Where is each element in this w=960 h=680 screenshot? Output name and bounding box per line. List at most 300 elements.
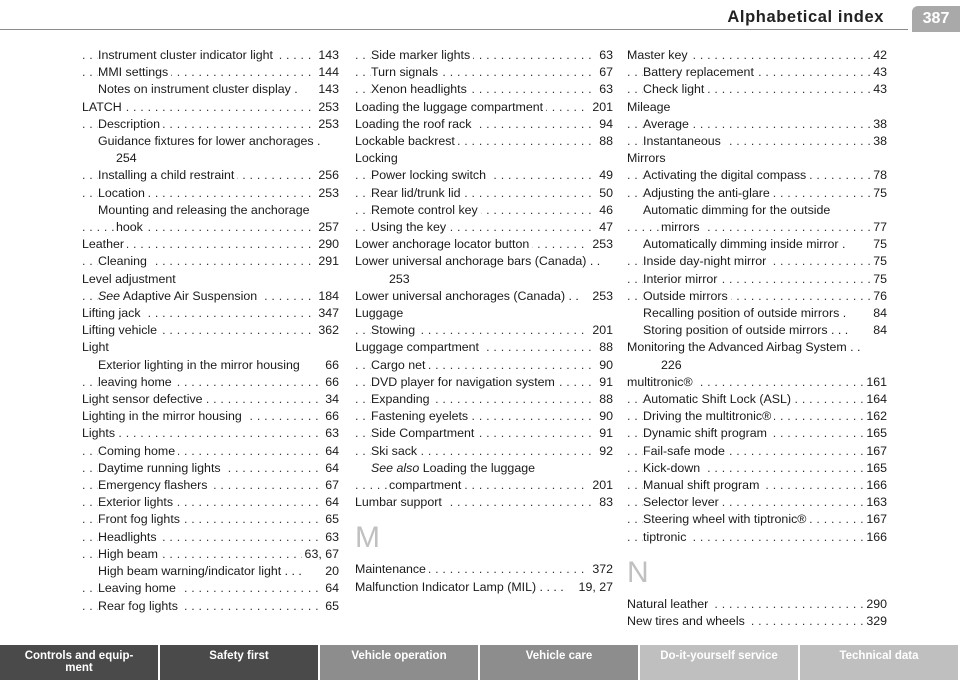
index-page-ref[interactable]: 88 (596, 339, 613, 356)
index-entry-label (643, 530, 689, 544)
index-entry-text: Luggage (355, 306, 404, 321)
index-entry-label (98, 82, 298, 96)
index-entry[interactable] (82, 460, 339, 477)
index-entry[interactable] (627, 99, 887, 116)
index-entry[interactable] (82, 202, 339, 219)
index-entry-text: Average (643, 116, 689, 131)
index-page-ref[interactable]: 67 (596, 64, 613, 81)
index-entry[interactable] (627, 305, 887, 322)
index-entry[interactable] (627, 47, 887, 64)
index-page-ref[interactable]: 165 (863, 460, 887, 477)
index-page-ref[interactable]: 257 (315, 219, 339, 236)
section-letter: N (627, 555, 649, 589)
index-entry-label (98, 186, 148, 200)
index-page-ref[interactable]: 88 (596, 133, 613, 150)
index-entry-text: Lumbar support (355, 495, 442, 510)
index-entry-label (371, 65, 441, 79)
index-page-ref[interactable]: 75 (870, 253, 887, 270)
footer-tab[interactable] (640, 645, 800, 680)
index-entry[interactable] (82, 271, 339, 288)
index-entry[interactable] (627, 253, 887, 270)
index-entry-label (643, 65, 757, 79)
index-entry[interactable] (355, 271, 613, 288)
index-entry-text: Outside mirrors (643, 288, 728, 303)
index-entry-label (643, 254, 769, 268)
index-entry-label (98, 254, 150, 268)
index-entry[interactable] (627, 477, 887, 494)
index-entry-text: MMI settings (98, 65, 169, 80)
index-entry[interactable] (627, 64, 887, 81)
page-header (0, 0, 960, 34)
index-entry-text: Storing position of outside mirrors . . . (643, 323, 849, 338)
index-page-ref[interactable]: 253 (589, 236, 613, 253)
index-page-ref[interactable]: 201 (589, 322, 613, 339)
footer-tab-label: Vehicle care (525, 650, 593, 662)
see-reference-prefix: See (98, 288, 121, 303)
index-entry[interactable] (82, 529, 339, 546)
index-entry[interactable] (355, 357, 613, 374)
index-entry[interactable] (82, 408, 339, 425)
index-entry[interactable] (627, 167, 887, 184)
index-entry-text: High beam warning/indicator light . . . (98, 564, 302, 579)
footer-tab-label: Safety first (209, 650, 269, 662)
index-entry-label (643, 203, 830, 217)
index-entry-label (371, 168, 489, 182)
index-entry[interactable] (627, 81, 887, 98)
index-entry-label (98, 495, 176, 509)
index-entry-text: Rear lid/trunk lid (371, 185, 461, 200)
index-page-ref[interactable]: 38 (870, 133, 887, 150)
index-entry-text: Manual shift program (643, 478, 760, 493)
index-page-ref[interactable]: 167 (863, 511, 887, 528)
index-entry[interactable] (355, 477, 613, 494)
index-entry[interactable] (82, 81, 339, 98)
index-entry-text: Cleaning (98, 254, 147, 269)
index-page-ref[interactable]: 43 (870, 64, 887, 81)
index-entry[interactable] (82, 339, 339, 356)
index-entry[interactable] (355, 236, 613, 253)
index-entry[interactable] (627, 596, 887, 613)
index-entry-text: hook (116, 220, 143, 235)
index-page-ref[interactable]: 50 (596, 185, 613, 202)
index-page-ref[interactable]: 372 (589, 561, 613, 578)
index-entry-label (643, 272, 720, 286)
index-entry-text: Lifting jack (82, 306, 141, 321)
index-page-ref[interactable]: 77 (870, 219, 887, 236)
index-entry-text: compartment (389, 478, 462, 493)
index-entry-label (355, 580, 564, 594)
index-entry[interactable] (627, 443, 887, 460)
index-page-ref[interactable]: 47 (596, 219, 613, 236)
index-entry-label (643, 426, 770, 440)
index-entry[interactable] (82, 99, 339, 116)
index-entry[interactable] (627, 133, 887, 150)
index-entry-text: Monitoring the Advanced Airbag System . . (627, 340, 861, 355)
index-entry-label (355, 237, 532, 251)
index-entry-label (371, 409, 471, 423)
index-page-ref[interactable]: 347 (315, 305, 339, 322)
index-page-ref[interactable]: 184 (315, 288, 339, 305)
index-entry-label (389, 272, 410, 286)
index-page-ref[interactable]: 63 (596, 81, 613, 98)
index-page-ref[interactable]: 64 (322, 494, 339, 511)
index-entry[interactable] (355, 288, 613, 305)
index-page-ref[interactable]: 84 (870, 322, 887, 339)
index-page-ref[interactable]: 63 (322, 529, 339, 546)
index-entry[interactable] (82, 322, 339, 339)
footer-tab[interactable] (480, 645, 640, 680)
index-page-ref[interactable]: 253 (589, 288, 613, 305)
footer-tab[interactable] (160, 645, 320, 680)
index-entry-text: Xenon headlights (371, 82, 467, 97)
index-entry[interactable] (355, 167, 613, 184)
index-entry-label (98, 478, 211, 492)
index-entry-text: tiptronic (643, 529, 687, 544)
index-entry[interactable] (355, 305, 613, 322)
index-entry[interactable] (82, 546, 339, 563)
index-page-ref[interactable]: 19, 27 (576, 579, 613, 596)
index-entry[interactable] (355, 219, 613, 236)
index-entry-label (98, 168, 237, 182)
index-page-ref[interactable]: 329 (863, 613, 887, 630)
index-entry-text: Instrument cluster indicator light (98, 48, 273, 62)
index-entry-label (643, 82, 707, 96)
index-entry-label (389, 478, 464, 492)
index-entry[interactable] (82, 494, 339, 511)
index-entry-text: Exterior lighting in the mirror housing (98, 357, 300, 372)
index-entry[interactable] (627, 322, 887, 339)
index-entry[interactable] (82, 391, 339, 408)
index-entry-label (355, 495, 445, 509)
index-entry-label (643, 134, 724, 148)
index-entry[interactable] (627, 408, 887, 425)
index-entry-label (98, 547, 161, 561)
index-entry[interactable] (82, 219, 339, 236)
index-entry-label (643, 306, 846, 320)
index-entry[interactable] (355, 561, 613, 578)
index-entry-label (371, 323, 418, 337)
index-entry-label (355, 134, 458, 148)
index-page-ref[interactable]: 94 (596, 116, 613, 133)
index-entry[interactable] (627, 460, 887, 477)
index-entry-label (643, 478, 762, 492)
index-page-ref[interactable]: 91 (596, 425, 613, 442)
index-entry-text: Front fog lights (98, 512, 180, 527)
index-entry-label (98, 581, 179, 595)
index-entry[interactable] (627, 202, 887, 219)
index-page-ref[interactable]: 88 (596, 391, 613, 408)
index-entry-text: Installing a child restraint (98, 168, 235, 183)
index-entry-text: Emergency flashers (98, 478, 208, 493)
index-entry-label (355, 254, 600, 268)
index-entry[interactable] (82, 133, 339, 150)
index-entry[interactable] (82, 150, 339, 167)
index-entry-text: Mounting and releasing the anchorage (98, 202, 310, 217)
index-page-ref[interactable]: 75 (870, 185, 887, 202)
index-entry[interactable] (627, 150, 887, 167)
index-entry-text: Loading the roof rack (355, 116, 472, 131)
index-entry-text: Automatically dimming inside mirror . (643, 237, 846, 252)
index-entry-label (371, 186, 464, 200)
footer-tab[interactable] (800, 645, 960, 680)
index-entry-label (116, 151, 137, 165)
index-page-ref[interactable]: 90 (596, 357, 613, 374)
index-page-ref[interactable]: 253 (315, 116, 339, 133)
index-page-ref[interactable]: 75 (870, 271, 887, 288)
index-entry[interactable] (82, 357, 339, 374)
index-entry-text: Natural leather (627, 596, 709, 611)
index-entry-label (371, 444, 420, 458)
index-entry-text: Fastening eyelets (371, 409, 469, 424)
index-page-ref[interactable]: 90 (596, 408, 613, 425)
index-entry[interactable] (355, 202, 613, 219)
index-page-ref[interactable]: 63 (596, 47, 613, 64)
index-entry[interactable] (627, 219, 887, 236)
index-entry[interactable] (627, 339, 887, 356)
index-entry-text: Adjusting the anti-glare (643, 185, 770, 200)
index-entry[interactable] (627, 511, 887, 528)
index-entry[interactable] (82, 47, 339, 64)
index-entry-label (643, 186, 773, 200)
index-entry-text: Locking (355, 151, 398, 166)
footer-tab[interactable] (0, 645, 160, 680)
index-column-1 (82, 47, 339, 615)
index-page-ref[interactable]: 143 (315, 47, 339, 64)
index-entry[interactable] (355, 47, 613, 64)
index-entry[interactable] (82, 425, 339, 442)
index-entry[interactable] (355, 322, 613, 339)
index-entry-label (355, 151, 398, 165)
index-entry[interactable] (355, 339, 613, 356)
index-entry-label (98, 375, 175, 389)
index-entry-label (627, 597, 711, 611)
index-entry[interactable] (82, 563, 339, 580)
index-entry[interactable] (82, 305, 339, 322)
index-entry-text: 253 (389, 271, 410, 286)
index-entry[interactable] (355, 425, 613, 442)
index-page-ref[interactable]: 34 (322, 391, 339, 408)
index-entry-label (82, 340, 109, 354)
index-entry[interactable] (82, 443, 339, 460)
index-page-ref[interactable]: 167 (863, 443, 887, 460)
index-entry-text: Lower universal anchorages (Canada) . . (355, 288, 579, 303)
index-page-ref[interactable]: 84 (870, 305, 887, 322)
index-entry[interactable] (355, 133, 613, 150)
index-page-ref[interactable]: 166 (863, 529, 887, 546)
index-entry-text: Leather (82, 237, 125, 252)
index-page-ref[interactable]: 64 (322, 580, 339, 597)
index-entry-label (98, 203, 309, 217)
index-page-ref[interactable]: 83 (596, 494, 613, 511)
index-entry-text: Adaptive Air Suspension (122, 288, 258, 303)
index-page-ref[interactable]: 164 (863, 391, 887, 408)
index-entry-text: Side Compartment (371, 426, 475, 441)
index-entry-text: Automatic dimming for the outside (643, 202, 831, 217)
index-entry[interactable] (82, 477, 339, 494)
index-entry[interactable] (355, 391, 613, 408)
index-entry[interactable] (355, 408, 613, 425)
index-page-ref[interactable]: 253 (315, 185, 339, 202)
index-page-ref[interactable]: 46 (596, 202, 613, 219)
index-page-ref[interactable]: 143 (315, 81, 339, 98)
index-entry[interactable] (82, 253, 339, 270)
index-entry-text: LATCH (82, 99, 122, 114)
index-entry-label (98, 444, 178, 458)
index-entry-label (98, 599, 181, 613)
index-entry[interactable] (82, 288, 339, 305)
index-entry[interactable] (355, 460, 613, 477)
index-entry[interactable] (627, 425, 887, 442)
index-entry-label (116, 220, 146, 234)
index-entry[interactable] (355, 81, 613, 98)
index-entry-text: Lockable backrest (355, 134, 455, 149)
footer-tab[interactable] (320, 645, 480, 680)
index-page-ref[interactable]: 75 (870, 236, 887, 253)
index-page-ref[interactable]: 38 (870, 116, 887, 133)
index-page-ref[interactable]: 63 (322, 425, 339, 442)
index-entry[interactable] (355, 579, 613, 596)
index-page-ref[interactable]: 144 (315, 64, 339, 81)
index-entry[interactable] (82, 374, 339, 391)
index-entry[interactable] (82, 511, 339, 528)
index-entry[interactable] (627, 494, 887, 511)
index-entry-text: Lower universal anchorage bars (Canada) . . (355, 254, 601, 269)
index-entry-text: Using the key (371, 220, 447, 235)
index-entry[interactable] (355, 64, 613, 81)
index-page-ref[interactable]: 63, 67 (302, 546, 339, 563)
index-entry-label (82, 237, 127, 251)
index-page-ref[interactable]: 76 (870, 288, 887, 305)
index-entry-text: Exterior lights (98, 495, 174, 510)
index-entry-text: Light sensor defective (82, 392, 203, 407)
index-page-ref[interactable]: 67 (322, 477, 339, 494)
index-page-ref[interactable]: 64 (322, 460, 339, 477)
index-entry-text: Luggage compartment (355, 340, 479, 355)
index-entry[interactable] (82, 236, 339, 253)
index-entry-text: Battery replacement (643, 65, 754, 80)
index-entry[interactable] (627, 116, 887, 133)
index-page-ref[interactable]: 65 (322, 511, 339, 528)
index-page-ref[interactable]: 165 (863, 425, 887, 442)
index-entry[interactable] (82, 185, 339, 202)
index-entry-text: mirrors (661, 220, 700, 235)
index-entry[interactable] (355, 374, 613, 391)
page-title: Alphabetical index (727, 8, 884, 26)
index-entry[interactable] (355, 494, 613, 511)
index-page-ref[interactable]: 291 (315, 253, 339, 270)
index-entry[interactable] (355, 99, 613, 116)
index-entry-text: 254 (116, 151, 137, 166)
index-entry[interactable] (82, 598, 339, 615)
index-entry[interactable] (82, 580, 339, 597)
index-page-ref[interactable]: 290 (315, 236, 339, 253)
index-entry-text: Inside day-night mirror (643, 254, 767, 269)
index-entry-label (98, 289, 260, 303)
index-page-ref[interactable]: 166 (863, 477, 887, 494)
index-entry[interactable] (82, 167, 339, 184)
index-entry-label (98, 564, 302, 578)
index-entry-text: Turn signals (371, 65, 439, 80)
index-page-ref[interactable]: 49 (596, 167, 613, 184)
index-page-ref[interactable]: 66 (322, 374, 339, 391)
index-entry-label (82, 272, 176, 286)
index-entry-text: Lifting vehicle (82, 323, 158, 338)
index-page-ref[interactable]: 290 (863, 596, 887, 613)
see-reference-prefix: See also (371, 460, 420, 475)
index-page-ref[interactable]: 66 (322, 357, 339, 374)
index-page-ref[interactable]: 65 (322, 598, 339, 615)
index-entry[interactable] (627, 391, 887, 408)
index-entry-text: Ski sack (371, 443, 418, 458)
index-entry-text: Level adjustment (82, 271, 176, 286)
index-entry-text: Notes on instrument cluster display . (98, 82, 298, 97)
index-entry-label (98, 48, 276, 62)
index-entry-text: Steering wheel with tiptronic® (643, 512, 807, 527)
index-entry[interactable] (627, 288, 887, 305)
index-entry-text: Lights (82, 426, 116, 441)
index-page-ref[interactable]: 66 (322, 408, 339, 425)
index-entry-text: Mileage (627, 99, 671, 114)
index-page-ref[interactable]: 362 (315, 322, 339, 339)
index-entry-text: Interior mirror (643, 271, 718, 286)
index-entry[interactable] (355, 443, 613, 460)
index-entry[interactable] (627, 236, 887, 253)
index-entry[interactable] (627, 185, 887, 202)
index-entry-label (643, 512, 809, 526)
index-entry-text: Kick-down (643, 460, 701, 475)
index-entry-text: Location (98, 185, 145, 200)
index-entry[interactable] (627, 271, 887, 288)
index-page-ref[interactable]: 253 (315, 99, 339, 116)
index-entry[interactable] (82, 116, 339, 133)
index-entry-text: Mirrors (627, 151, 666, 166)
index-entry-text: Lower anchorage locator button (355, 237, 530, 252)
index-column-3 (627, 47, 887, 630)
index-page-ref[interactable]: 91 (596, 374, 613, 391)
index-entry-label (371, 358, 428, 372)
index-page-ref[interactable]: 201 (589, 99, 613, 116)
index-entry-text: Guidance fixtures for lower anchorages . (98, 134, 321, 149)
index-entry-text: Driving the multitronic® (643, 409, 772, 424)
index-page-ref[interactable]: 43 (870, 81, 887, 98)
index-entry[interactable] (355, 150, 613, 167)
index-entry-text: Cargo net (371, 357, 426, 372)
index-entry[interactable] (355, 185, 613, 202)
index-page-ref[interactable]: 162 (863, 408, 887, 425)
index-page-ref[interactable]: 256 (315, 167, 339, 184)
index-entry-label (643, 237, 845, 251)
index-entry[interactable] (627, 529, 887, 546)
index-entry[interactable] (355, 253, 613, 270)
index-entry[interactable] (627, 613, 887, 630)
index-entry-label (355, 562, 429, 576)
index-page-ref[interactable]: 161 (863, 374, 887, 391)
index-page-ref[interactable]: 20 (322, 563, 339, 580)
index-entry-label (627, 151, 666, 165)
index-page-ref[interactable]: 92 (596, 443, 613, 460)
index-entry-text: Leaving home (98, 581, 176, 596)
index-entry[interactable] (627, 357, 887, 374)
index-page-ref[interactable]: 78 (870, 167, 887, 184)
index-entry-text: Maintenance (355, 562, 426, 577)
index-entry[interactable] (627, 374, 887, 391)
index-entry[interactable] (82, 64, 339, 81)
index-page-ref[interactable]: 163 (863, 494, 887, 511)
index-page-ref[interactable]: 64 (322, 443, 339, 460)
index-page-ref[interactable]: 201 (589, 477, 613, 494)
index-page-ref[interactable]: 42 (870, 47, 887, 64)
index-entry[interactable] (355, 116, 613, 133)
